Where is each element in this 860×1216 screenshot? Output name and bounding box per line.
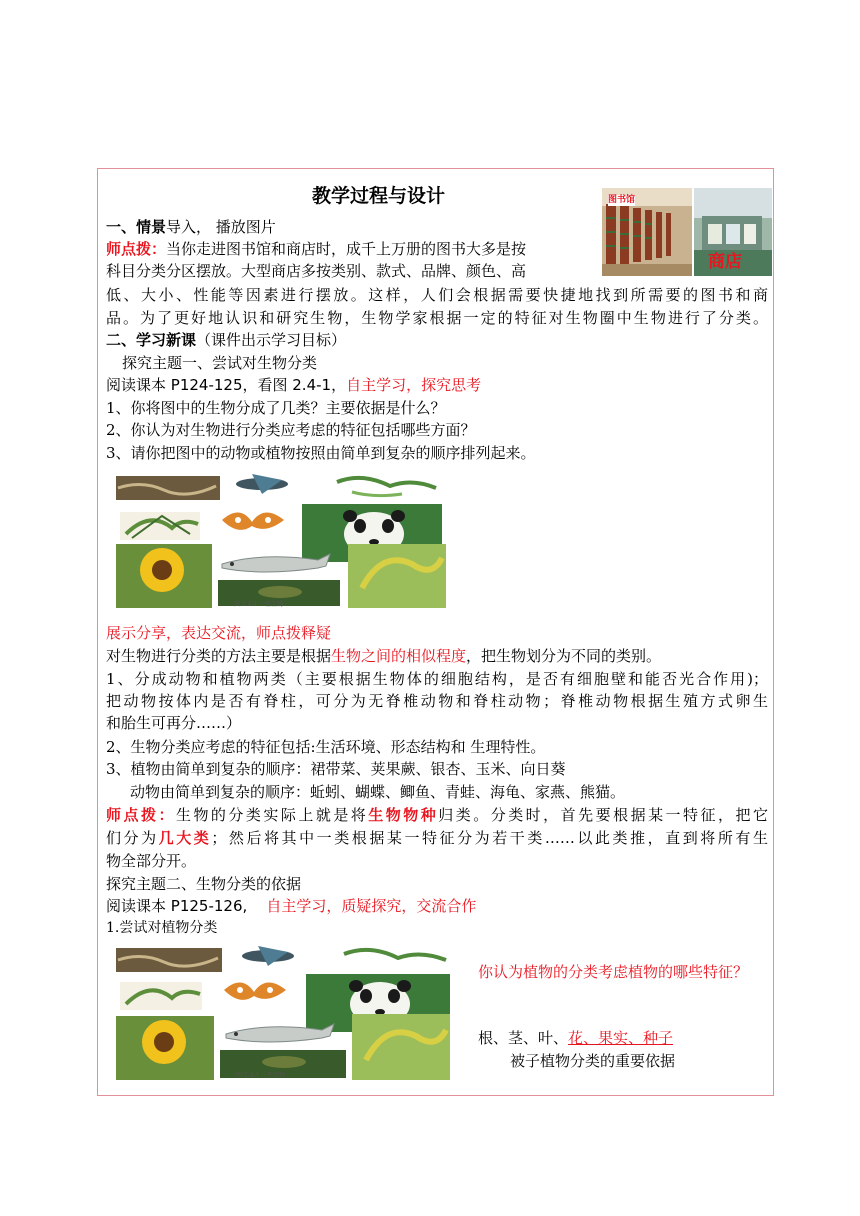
answer-1-line-1: 1、分成动物和植物两类（主要根据生物体的细胞结构，是否有细胞壁和能否光合作用)； [106, 670, 768, 688]
answer-key-organs: 花、果实、种子 [568, 1029, 674, 1047]
side-answer [478, 1027, 673, 1049]
tip2-line-3: 物全部分开。 [106, 852, 197, 870]
tip2-label: 师点拨： [106, 806, 176, 824]
page-title: 教学过程与设计 [312, 185, 446, 207]
section2-heading-bold: 二、学习新课 [106, 331, 197, 349]
question-2: 2、你认为对生物进行分类应考虑的特征包括哪些方面？ [106, 421, 476, 439]
section1-heading [106, 216, 276, 238]
topic2-heading: 探究主题二、生物分类的依据 [106, 875, 302, 893]
method-highlight: 生物之间的相似程度 [331, 647, 467, 665]
tip-line-4: 品。为了更好地认识和研究生物，生物学家根据一定的特征对生物圈中生物进行了分类。 [106, 309, 768, 327]
library-shop-photo [602, 188, 772, 276]
side-question: 你认为植物的分类考虑植物的哪些特征？ [478, 963, 749, 981]
method-line [106, 645, 661, 667]
tip2-line-1 [106, 804, 768, 826]
tip-text-1: 当你走进图书馆和商店时，成千上万册的图书大多是按 [166, 240, 527, 258]
tip-line-1 [106, 238, 526, 260]
reading-task-1: 自主学习，探究思考 [346, 376, 482, 394]
section1-heading-rest: 导入， 播放图片 [166, 218, 276, 236]
organisms-figure-2 [112, 942, 454, 1082]
side-answer-note: 被子植物分类的重要依据 [510, 1052, 676, 1070]
tip2-highlight-groups: 几大类 [158, 829, 212, 847]
reading-line-1 [106, 374, 481, 396]
share-heading: 展示分享，表达交流，师点拨释疑 [106, 624, 332, 642]
section2-heading [106, 329, 346, 351]
tip2-highlight-species: 生物物种 [368, 806, 439, 824]
tip-label: 师点拨： [106, 240, 167, 258]
subtask-1: 1.尝试对植物分类 [106, 920, 218, 936]
method-text-a: 对生物进行分类的方法主要是根据 [106, 647, 332, 665]
shop-sign: 商店 [708, 252, 742, 272]
answer-2: 2、生物分类应考虑的特征包括:生活环境、形态结构和 生理特性。 [106, 738, 546, 756]
tip2-text-1a: 生物的分类实际上就是将 [175, 806, 369, 824]
method-text-c: ，把生物划分为不同的类别。 [466, 647, 662, 665]
reading-pages-1: 阅读课本 P124-125，看图 2.4-1， [106, 376, 347, 394]
organisms-collage-1 [112, 468, 448, 610]
figure-1-caption: 图 2.4-1 一些生物 [234, 601, 284, 608]
reading-task-2: 自主学习，质疑探究，交流合作 [266, 897, 477, 915]
tip2-text-2a: 们分为 [106, 829, 159, 847]
answer-organs: 根、茎、叶、 [478, 1029, 569, 1047]
organisms-figure-1 [112, 468, 448, 610]
tip-line-3: 低、大小、性能等因素进行摆放。这样，人们会根据需要快捷地找到所需要的图书和商 [106, 286, 768, 304]
question-3: 3、请你把图中的动物或植物按照由简单到复杂的顺序排列起来。 [106, 444, 536, 462]
section2-heading-rest: （课件出示学习目标） [196, 331, 347, 349]
tip2-text-1c: 归类。分类时，首先要根据某一特征，把它 [438, 806, 768, 824]
answer-3-plants: 3、植物由简单到复杂的顺序：裙带菜、荚果蕨、银杏、玉米、向日葵 [106, 760, 566, 778]
tip-line-2: 科目分类分区摆放。大型商店多按类别、款式、品牌、颜色、高 [106, 262, 527, 280]
answer-1-line-3: 和胎生可再分……） [106, 714, 242, 732]
reading-line-2 [106, 895, 476, 917]
tip2-text-2c: ；然后将其中一类根据某一特征分为若干类……以此类推，直到将所有生 [211, 829, 768, 847]
answer-1-line-2: 把动物按体内是否有脊柱，可分为无脊椎动物和脊柱动物；脊椎动物根据生殖方式卵生 [106, 692, 768, 710]
library-sign: 图书馆 [608, 195, 636, 205]
section1-heading-bold: 一、情景 [106, 218, 167, 236]
question-1: 1、你将图中的生物分成了几类？主要依据是什么？ [106, 399, 446, 417]
tip2-line-2 [106, 827, 768, 849]
reading-pages-2: 阅读课本 P125-126, [106, 897, 267, 915]
organisms-collage-2 [112, 942, 454, 1082]
topic1-heading: 探究主题一、尝试对生物分类 [122, 354, 318, 372]
figure-2-caption: 图 2.4-1 一些生物 [236, 1072, 286, 1079]
answer-3-animals: 动物由简单到复杂的顺序：蚯蚓、蝴蝶、鲫鱼、青蛙、海龟、家燕、熊猫。 [130, 783, 626, 801]
